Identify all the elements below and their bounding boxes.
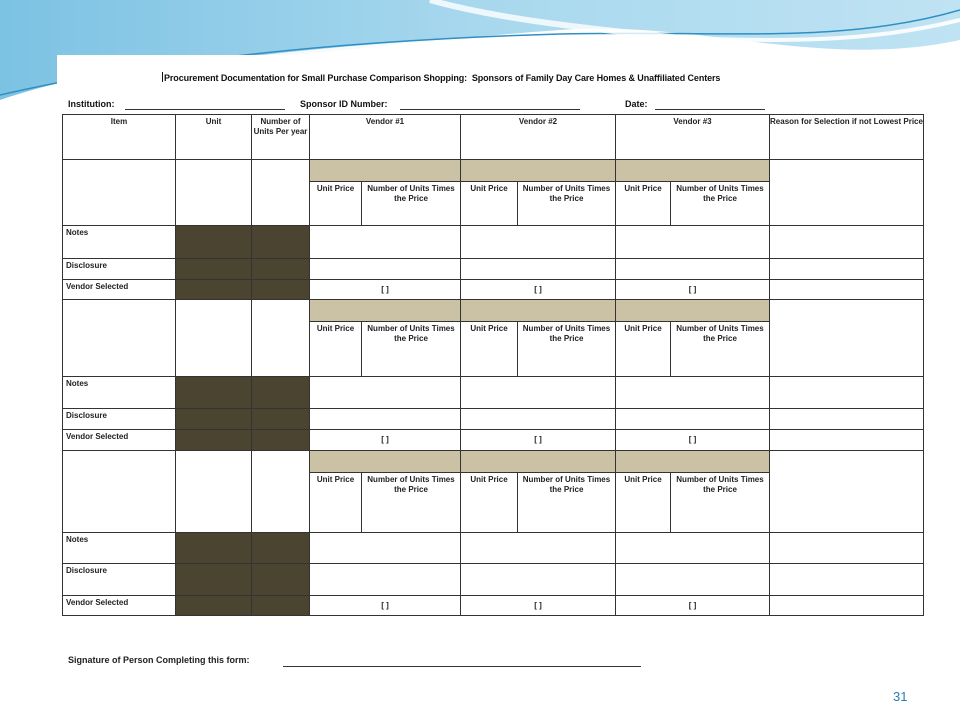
disclosure-vendor-2[interactable] xyxy=(461,564,616,596)
notes-vendor-1[interactable] xyxy=(310,533,461,564)
header-unit: Unit xyxy=(176,115,252,160)
item-cell[interactable] xyxy=(63,160,176,226)
selected-reason[interactable] xyxy=(770,430,924,451)
procurement-form-document xyxy=(57,55,927,683)
sponsor-id-label: Sponsor ID Number: xyxy=(300,99,388,109)
units-per-year-cell[interactable] xyxy=(252,300,310,377)
notes-row xyxy=(63,377,924,409)
notes-vendor-3[interactable] xyxy=(616,377,770,409)
times-price-label: Number of Units Times the Price xyxy=(671,473,770,533)
page-number: 31 xyxy=(893,689,908,704)
disclosure-reason[interactable] xyxy=(770,564,924,596)
item-cell[interactable] xyxy=(63,300,176,377)
institution-line xyxy=(125,109,285,110)
shaded-cell xyxy=(176,596,252,616)
disclosure-vendor-2[interactable] xyxy=(461,259,616,280)
item-cell[interactable] xyxy=(63,451,176,533)
times-price-label: Number of Units Times the Price xyxy=(671,182,770,226)
item-row-1-top xyxy=(63,160,924,182)
unit-price-label: Unit Price xyxy=(310,322,362,377)
vendor-selected-row xyxy=(63,280,924,300)
vendor-1-shaded xyxy=(310,300,461,322)
comparison-table xyxy=(62,114,924,616)
notes-reason[interactable] xyxy=(770,533,924,564)
shaded-cell xyxy=(176,280,252,300)
notes-vendor-1[interactable] xyxy=(310,226,461,259)
header-vendor-1: Vendor #1 xyxy=(310,115,461,160)
header-reason: Reason for Selection if not Lowest Price xyxy=(770,115,924,160)
unit-price-label: Unit Price xyxy=(461,473,518,533)
vendor-1-checkbox[interactable]: [ ] xyxy=(310,596,461,616)
vendor-2-shaded xyxy=(461,300,616,322)
selected-reason[interactable] xyxy=(770,280,924,300)
vendor-3-checkbox[interactable]: [ ] xyxy=(616,596,770,616)
vendor-1-shaded xyxy=(310,160,461,182)
vendor-2-shaded xyxy=(461,160,616,182)
times-price-label: Number of Units Times the Price xyxy=(518,182,616,226)
notes-label: Notes xyxy=(63,226,176,259)
shaded-cell xyxy=(252,409,310,430)
unit-price-label: Unit Price xyxy=(616,473,671,533)
notes-vendor-2[interactable] xyxy=(461,377,616,409)
notes-row xyxy=(63,226,924,259)
vendor-selected-row xyxy=(63,596,924,616)
shaded-cell xyxy=(252,564,310,596)
title-text: Procurement Documentation for Small Purchase Comparison Shopping: xyxy=(164,73,468,83)
shaded-cell xyxy=(176,430,252,451)
unit-cell[interactable] xyxy=(176,300,252,377)
vendor-2-shaded xyxy=(461,451,616,473)
unit-price-label: Unit Price xyxy=(616,182,671,226)
vendor-1-shaded xyxy=(310,451,461,473)
title-marker xyxy=(162,72,163,82)
unit-price-label: Unit Price xyxy=(461,182,518,226)
times-price-label: Number of Units Times the Price xyxy=(671,322,770,377)
selected-reason[interactable] xyxy=(770,596,924,616)
vendor-selected-row xyxy=(63,430,924,451)
disclosure-vendor-3[interactable] xyxy=(616,564,770,596)
unit-cell[interactable] xyxy=(176,451,252,533)
shaded-cell xyxy=(176,226,252,259)
times-price-label: Number of Units Times the Price xyxy=(362,182,461,226)
times-price-label: Number of Units Times the Price xyxy=(518,473,616,533)
shaded-cell xyxy=(252,259,310,280)
vendor-1-checkbox[interactable]: [ ] xyxy=(310,430,461,451)
notes-reason[interactable] xyxy=(770,377,924,409)
notes-vendor-3[interactable] xyxy=(616,533,770,564)
shaded-cell xyxy=(176,533,252,564)
vendor-1-checkbox[interactable]: [ ] xyxy=(310,280,461,300)
header-row xyxy=(63,115,924,160)
signature-label: Signature of Person Completing this form: xyxy=(68,655,250,665)
disclosure-vendor-3[interactable] xyxy=(616,409,770,430)
notes-label: Notes xyxy=(63,533,176,564)
notes-vendor-3[interactable] xyxy=(616,226,770,259)
item-row-3-top xyxy=(63,451,924,473)
disclosure-vendor-3[interactable] xyxy=(616,259,770,280)
vendor-selected-label: Vendor Selected xyxy=(63,280,176,300)
title-subtitle: Sponsors of Family Day Care Homes & Unaffiliated Centers xyxy=(471,73,721,83)
vendor-3-shaded xyxy=(616,300,770,322)
times-price-label: Number of Units Times the Price xyxy=(362,322,461,377)
disclosure-label: Disclosure xyxy=(63,409,176,430)
shaded-cell xyxy=(176,259,252,280)
disclosure-label: Disclosure xyxy=(63,564,176,596)
vendor-3-shaded xyxy=(616,451,770,473)
vendor-3-checkbox[interactable]: [ ] xyxy=(616,430,770,451)
disclosure-label: Disclosure xyxy=(63,259,176,280)
shaded-cell xyxy=(252,377,310,409)
notes-label: Notes xyxy=(63,377,176,409)
disclosure-reason[interactable] xyxy=(770,259,924,280)
header-units-per-year: Number of Units Per year xyxy=(252,115,310,160)
times-price-label-alt: Number of Units Times the Price xyxy=(362,473,461,533)
signature-line[interactable] xyxy=(283,666,641,667)
reason-cell[interactable] xyxy=(770,300,924,377)
header-vendor-2: Vendor #2 xyxy=(461,115,616,160)
header-vendor-3: Vendor #3 xyxy=(616,115,770,160)
disclosure-vendor-1[interactable] xyxy=(310,259,461,280)
date-label: Date: xyxy=(625,99,648,109)
unit-price-label: Unit Price xyxy=(461,322,518,377)
header-item: Item xyxy=(63,115,176,160)
notes-reason[interactable] xyxy=(770,226,924,259)
units-per-year-cell[interactable] xyxy=(252,451,310,533)
disclosure-reason[interactable] xyxy=(770,409,924,430)
shaded-cell xyxy=(252,596,310,616)
disclosure-vendor-1[interactable] xyxy=(310,409,461,430)
notes-vendor-1[interactable] xyxy=(310,377,461,409)
reason-cell[interactable] xyxy=(770,451,924,533)
shaded-cell xyxy=(252,226,310,259)
shaded-cell xyxy=(252,280,310,300)
times-price-label: Number of Units Times the Price xyxy=(518,322,616,377)
shaded-cell xyxy=(176,564,252,596)
shaded-cell xyxy=(252,533,310,564)
unit-price-label: Unit Price xyxy=(310,473,362,533)
shaded-cell xyxy=(176,377,252,409)
form-title xyxy=(162,72,720,83)
unit-cell[interactable] xyxy=(176,160,252,226)
vendor-3-checkbox[interactable]: [ ] xyxy=(616,280,770,300)
shaded-cell xyxy=(176,409,252,430)
units-per-year-cell[interactable] xyxy=(252,160,310,226)
sponsor-id-line xyxy=(400,109,580,110)
date-line xyxy=(655,109,765,110)
shaded-cell xyxy=(252,430,310,451)
item-row-2-top xyxy=(63,300,924,322)
vendor-3-shaded xyxy=(616,160,770,182)
unit-price-label: Unit Price xyxy=(310,182,362,226)
notes-row xyxy=(63,533,924,564)
disclosure-row xyxy=(63,259,924,280)
vendor-2-checkbox[interactable]: [ ] xyxy=(461,596,616,616)
vendor-2-checkbox[interactable]: [ ] xyxy=(461,430,616,451)
reason-cell[interactable] xyxy=(770,160,924,226)
vendor-selected-label: Vendor Selected xyxy=(63,596,176,616)
notes-vendor-2[interactable] xyxy=(461,533,616,564)
institution-label: Institution: xyxy=(68,99,115,109)
vendor-selected-label: Vendor Selected xyxy=(63,430,176,451)
unit-price-label: Unit Price xyxy=(616,322,671,377)
vendor-2-checkbox[interactable]: [ ] xyxy=(461,280,616,300)
disclosure-row xyxy=(63,564,924,596)
disclosure-row xyxy=(63,409,924,430)
disclosure-vendor-2[interactable] xyxy=(461,409,616,430)
notes-vendor-2[interactable] xyxy=(461,226,616,259)
disclosure-vendor-1[interactable] xyxy=(310,564,461,596)
